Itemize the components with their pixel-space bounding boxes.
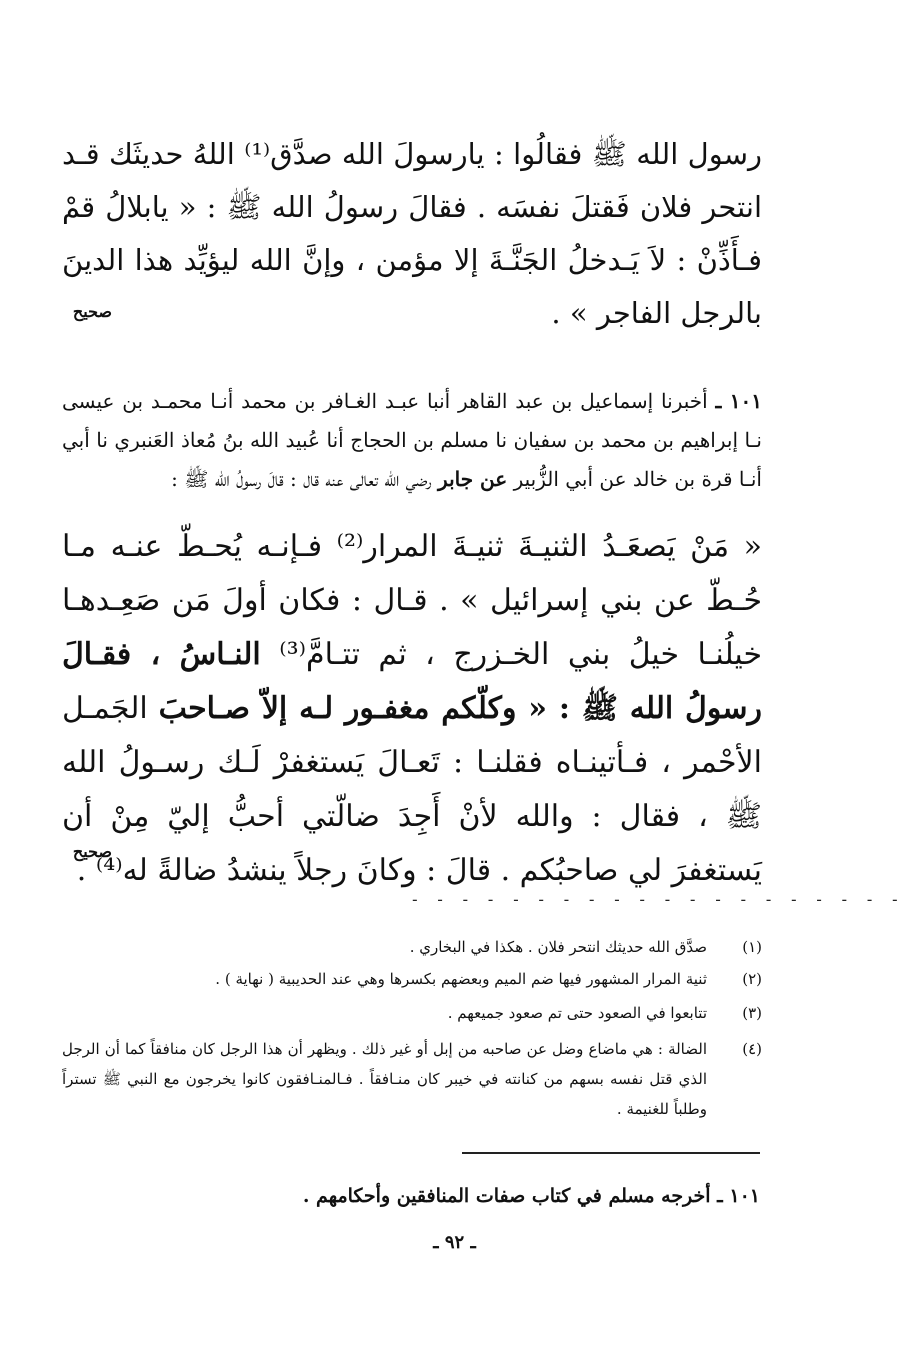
footnote-number: (٤): [742, 1040, 762, 1058]
hadith-matn: [62, 520, 762, 898]
footnote-number: (٢): [742, 970, 762, 988]
takhrij-note: ١٠١ ـ أخرجه مسلم في كتاب صفات المنافقين وأحكامهم .: [302, 1185, 760, 1207]
grade-label: صحيح: [72, 842, 112, 861]
footnote-text: الضالة : هي ماضاع وضل عن صاحبه من إبل أو غير ذلك . ويظهر أن هذا الرجل كان منافقاً كما أن الرجل الذي قتل نفسه بسهم من كنانته في خيبر كان منـافقاً . فـالمنـافقون كانوا يخرجون مع النبي ﷺ تستراً وطلباً للغنيمة .: [62, 1040, 707, 1118]
isnad-chain: أخبرنا إسماعيل بن عبد القاهر أنبا عبـد الغـافر بن محمد أنـا محمـد بن عيسى نـا إبراهيم بن محمد بن سفيان نا مسلم بن الحجاج أنا عُبيد الله بنُ مُعاذ العَنبري نا أبي أنـا قرة بن خالد عن أبي الزُّبير: [62, 389, 762, 491]
page-number: ـ ٩٢ ـ: [433, 1232, 476, 1253]
footnote-number: (٣): [742, 1004, 762, 1022]
matn-part-2: الجَمـل الأحْمر ، فـأتينـاه فقلنـا : تَعـالَ يَستغفرْ لَـك رسـولُ الله ﷺ ، فقال : والله لأنْ أَجِدَ ضالّتي أحبُّ إليّ مِنْ أن يَستغفرَ لي صاحبُكم . قالَ : وكانَ رجلاً ينشدُ ضالةً له⁽⁴⁾ .: [62, 691, 762, 888]
matn-bold-part: النـاسُ ، فقـالَ رسولُ الله ﷺ : « وكلّكم مغفـور لـه إلاّ صـاحبَ: [62, 637, 762, 726]
horizontal-rule: [462, 1152, 760, 1154]
footnote-text: ثنية المرار المشهور فيها ضم الميم وبعضهم بكسرها وهي عند الحديبية ( نهاية ) .: [215, 970, 707, 988]
footnote-number: (١): [742, 938, 762, 956]
footnote-text: صدَّق الله حديثك انتحر فلان . هكذا في البخاري .: [409, 938, 707, 956]
previous-hadith-text: رسول الله ﷺ فقالُوا : يارسولَ الله صدَّق⁽¹⁾ اللهُ حديثَك قـد انتحر فلان فَقتلَ نفسَه . فقالَ رسولُ الله ﷺ : « يابلالُ قمْ فـأَذِّنْ : لاَ يَـدخلُ الجَنَّـةَ إلا مؤمن ، وإنَّ الله ليؤيِّد هذا الدينَ بالرجل الفاجر » .: [62, 137, 763, 330]
matn-part-1: « مَنْ يَصعَـدُ الثنيـةَ ثنيـةَ المرار⁽²⁾ فـإنـه يُحـطّ عنـه مـا حُـطّ عن بني إسرائيل » . قـال : فكان أولَ مَن صَعِـدهـا خيلُنـا خيلُ بني الخـزرج ، ثم تتـامَّ⁽³⁾: [62, 529, 763, 672]
footnote-item: [62, 998, 762, 1028]
hadith-number: ١٠١ ـ: [715, 389, 763, 413]
footnote-item: [62, 964, 762, 994]
footnote-separator: - - - - - - - - - - - - - - - - - - - -: [410, 890, 903, 909]
footnote-item: [62, 1034, 762, 1124]
footnote-text: تتابعوا في الصعود حتى تم صعود جميعهم .: [447, 1004, 707, 1022]
footnote-item: [62, 932, 762, 962]
isnad-ending: رضي الله تعالى عنه قال : قالَ رسولُ الله ﷺ :: [171, 467, 432, 491]
grade-label: صحيح: [72, 302, 112, 321]
companion-narrator: عن جابر: [438, 467, 508, 491]
hadith-isnad: [62, 382, 762, 499]
